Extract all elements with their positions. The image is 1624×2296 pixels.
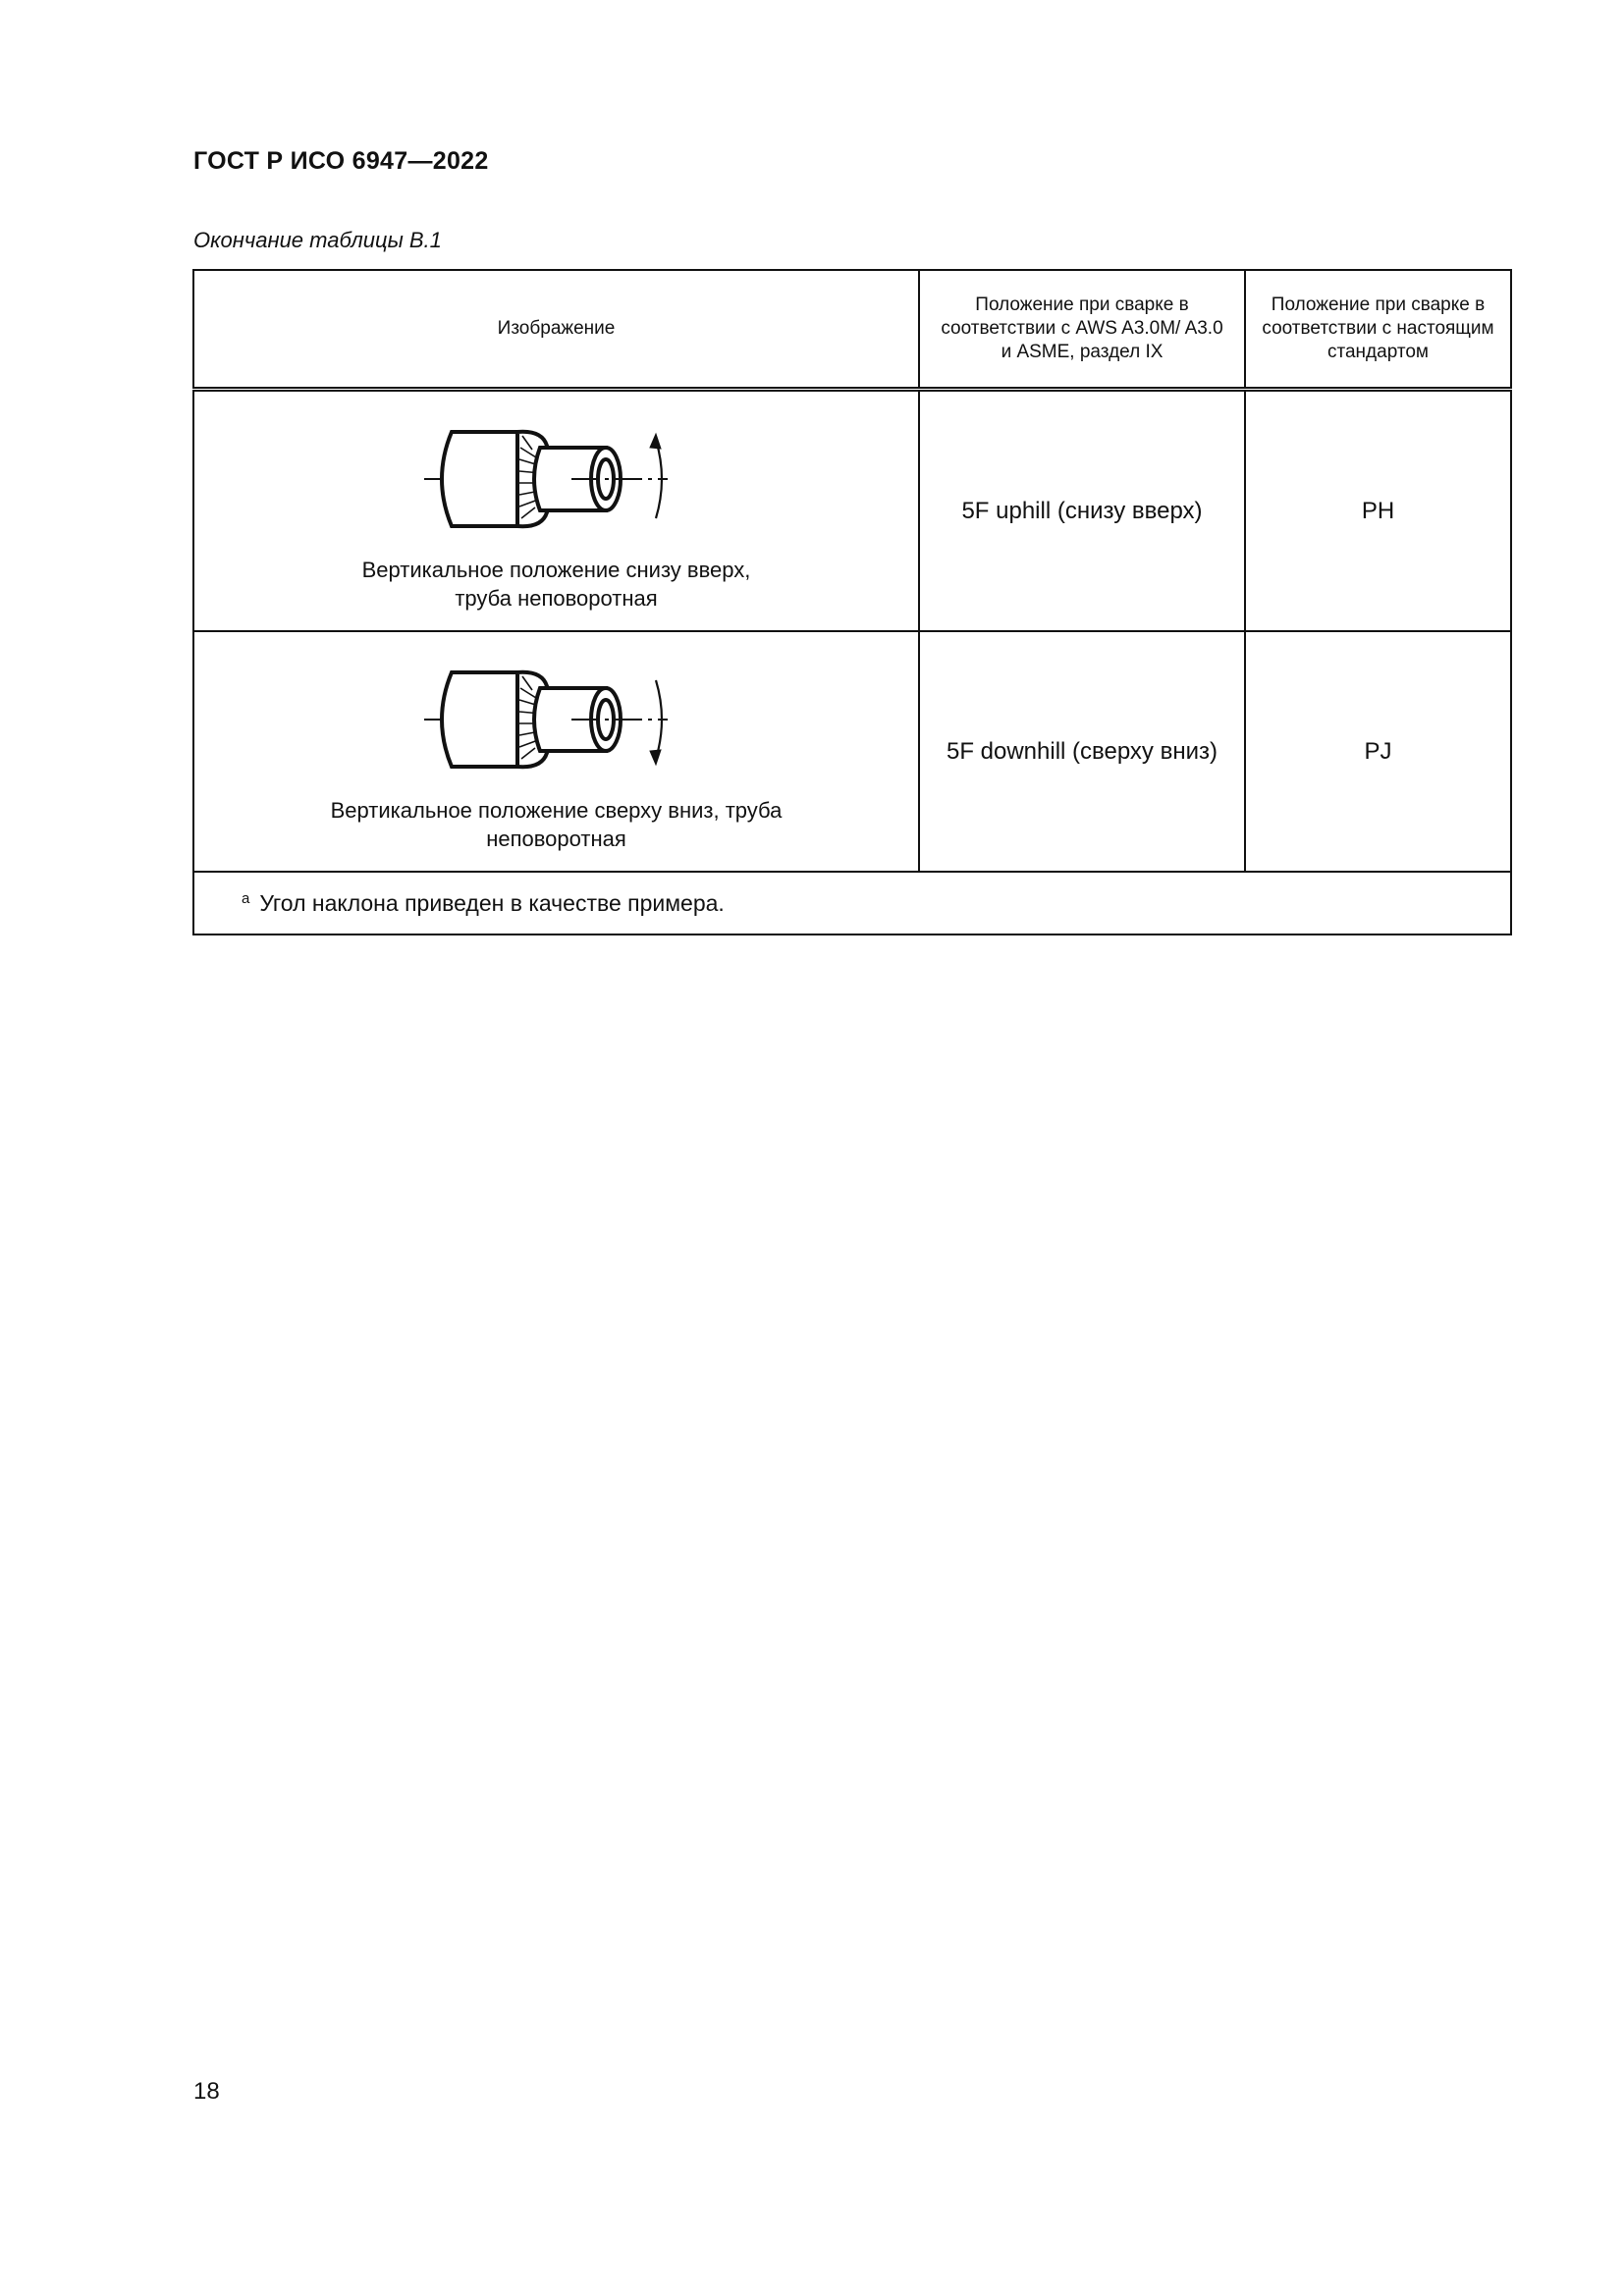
image-caption: Вертикальное положение сверху вниз, труба неповоротная	[330, 797, 783, 851]
page-number: 18	[193, 2078, 220, 2105]
iso-position-cell	[1245, 631, 1511, 872]
aws-position-cell	[919, 631, 1245, 872]
iso-position-value: PH	[1361, 497, 1395, 524]
column-header-iso-position: Положение при сварке в соответствии с настоящим стандартом	[1245, 270, 1511, 390]
image-cell	[193, 631, 919, 872]
footnote-marker: a	[242, 889, 250, 907]
image-caption: Вертикальное положение снизу вверх, труба неповоротная	[361, 557, 751, 611]
table-row	[193, 631, 1511, 872]
footnote-row	[193, 872, 1511, 934]
aws-position-cell	[919, 390, 1245, 632]
pipe-fillet-weld-downhill-icon	[424, 651, 689, 788]
document-header: ГОСТ Р ИСО 6947—2022	[193, 147, 489, 175]
column-header-aws-position: Положение при сварке в соответствии с AWS A3.0M/ A3.0 и ASME, раздел IX	[919, 270, 1245, 390]
aws-position-value: 5F uphill (снизу вверх)	[961, 497, 1203, 524]
pipe-fillet-weld-uphill-icon	[424, 410, 689, 548]
table-header-row	[193, 270, 1511, 390]
table-row	[193, 390, 1511, 632]
image-cell	[193, 390, 919, 632]
footnote-text: Угол наклона приведен в качестве примера.	[259, 889, 725, 916]
iso-position-cell	[1245, 390, 1511, 632]
column-header-image: Изображение	[193, 270, 919, 390]
table-caption: Окончание таблицы В.1	[193, 228, 442, 252]
welding-positions-table	[192, 269, 1512, 935]
footnote-cell	[193, 872, 1511, 934]
aws-position-value: 5F downhill (сверху вниз)	[946, 737, 1218, 765]
iso-position-value: PJ	[1364, 737, 1392, 765]
